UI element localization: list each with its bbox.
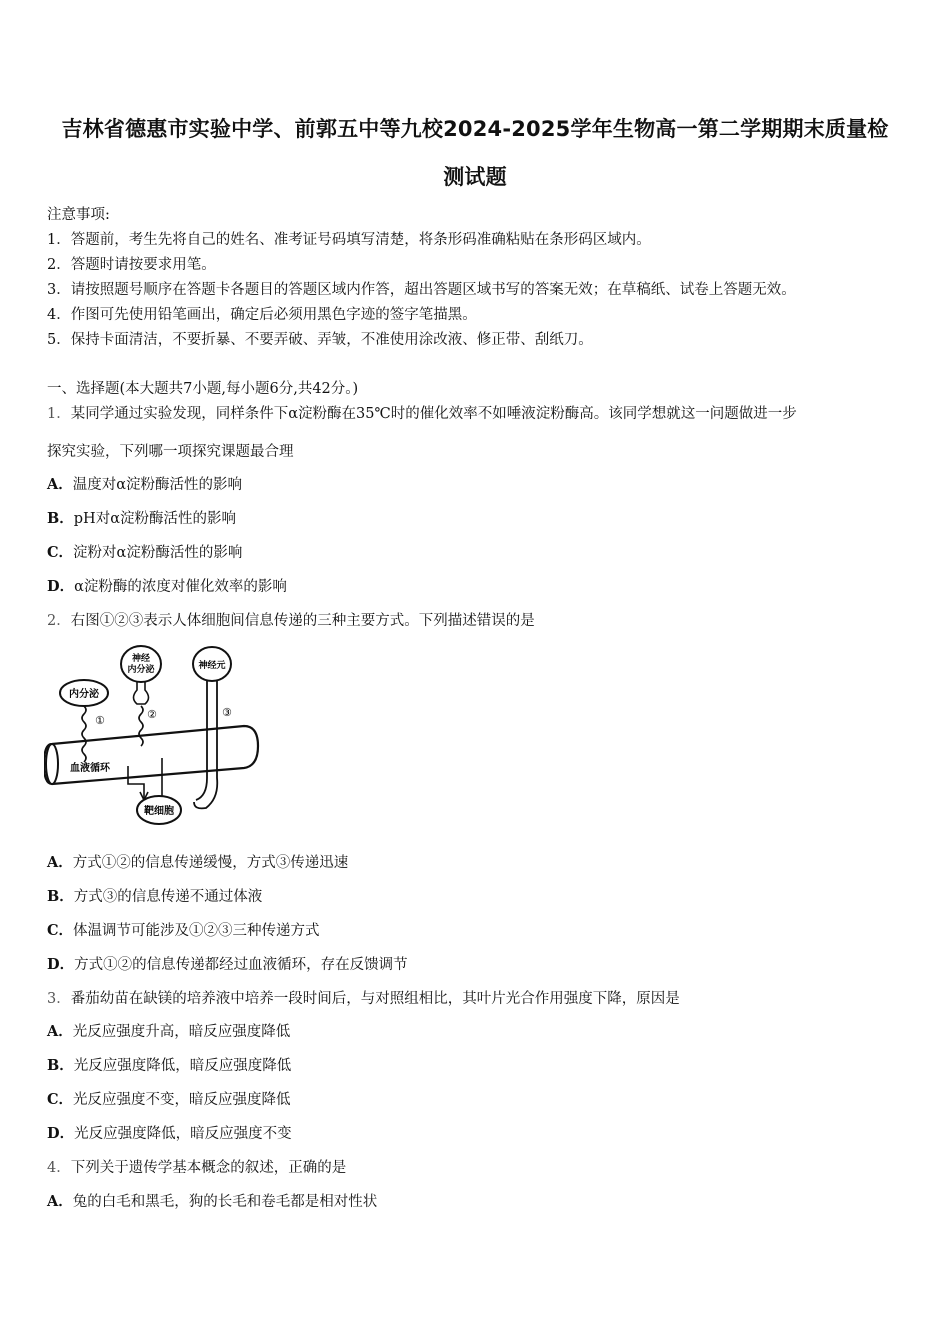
neuroendocrine-cell xyxy=(121,646,161,682)
vessel-end xyxy=(46,744,58,784)
option-letter: A． xyxy=(47,1193,73,1210)
question-3-option-c xyxy=(47,1088,291,1109)
neuroendocrine-axon xyxy=(134,682,149,704)
question-1-stem-cont: 探究实验，下列哪一项探究课题最合理 xyxy=(47,444,294,460)
option-letter: C． xyxy=(47,544,74,561)
note-item: 1．答题前，考生先将自己的姓名、准考证号码填写清楚，将条形码准确粘贴在条形码区域内。 xyxy=(47,232,651,248)
question-number: 1． xyxy=(47,406,71,422)
question-1-option-d xyxy=(47,575,287,596)
neuron-label: 神经元 xyxy=(198,661,226,671)
option-text: 光反应强度降低，暗反应强度不变 xyxy=(74,1126,292,1142)
question-2-stem xyxy=(47,609,535,630)
exam-title-line2: 测试题 xyxy=(443,165,507,189)
note-item: 3．请按照题号顺序在答题卡各题目的答题区域内作答，超出答题区域书写的答案无效；在草稿纸、试卷上答题无效。 xyxy=(47,282,796,298)
option-letter: A． xyxy=(47,476,73,493)
question-number: 4． xyxy=(47,1160,71,1176)
option-letter: D． xyxy=(47,578,75,595)
question-3-option-b xyxy=(47,1054,291,1075)
question-1-option-b xyxy=(47,507,236,528)
question-text: 某同学通过实验发现，同样条件下α淀粉酶在35℃时的催化效率不如唾液淀粉酶高。该同学想就这一问题做进一步 xyxy=(70,406,797,422)
question-text: 番茄幼苗在缺镁的培养液中培养一段时间后，与对照组相比，其叶片光合作用强度下降，原因是 xyxy=(70,991,680,1007)
exam-title-line1: 吉林省德惠市实验中学、前郭五中等九校2024-2025学年生物高一第二学期期末质量检 xyxy=(61,117,889,141)
option-text: 光反应强度降低，暗反应强度降低 xyxy=(73,1058,292,1074)
question-1-option-a xyxy=(47,473,242,494)
option-text: 方式①②的信息传递都经过血液循环，存在反馈调节 xyxy=(74,957,408,973)
question-1-option-c xyxy=(47,541,242,562)
question-3-option-a xyxy=(47,1020,290,1041)
mark-3: ③ xyxy=(222,706,232,719)
option-text: 体温调节可能涉及①②③三种传递方式 xyxy=(73,923,320,939)
blood-circulation-label: 血液循环 xyxy=(70,763,110,774)
endocrine-label: 内分泌 xyxy=(69,689,99,700)
option-text: 方式①②的信息传递缓慢，方式③传递迅速 xyxy=(72,855,349,871)
note-item: 2．答题时请按要求用笔。 xyxy=(47,257,216,273)
question-2-option-c xyxy=(47,919,320,940)
question-4-stem xyxy=(47,1156,346,1177)
question-3-option-d xyxy=(47,1122,292,1143)
question-2-option-b xyxy=(47,885,262,906)
option-text: 淀粉对α淀粉酶活性的影响 xyxy=(73,545,243,561)
option-text: pH对α淀粉酶活性的影响 xyxy=(73,511,236,527)
neuroendocrine-label-2: 内分泌 xyxy=(127,665,155,675)
neuroendocrine-label-1: 神经 xyxy=(131,654,151,664)
option-text: 方式③的信息传递不通过体液 xyxy=(73,889,263,905)
question-4-option-a xyxy=(47,1190,377,1211)
option-text: α淀粉酶的浓度对催化效率的影响 xyxy=(74,579,287,595)
cell-signaling-diagram xyxy=(44,638,266,836)
option-letter: A． xyxy=(47,1023,73,1040)
option-letter: D． xyxy=(47,1125,75,1142)
option-letter: B． xyxy=(47,1057,74,1074)
option-text: 光反应强度不变，暗反应强度降低 xyxy=(73,1092,291,1108)
question-number: 2． xyxy=(47,613,71,629)
question-text: 右图①②③表示人体细胞间信息传递的三种主要方式。下列描述错误的是 xyxy=(70,613,535,629)
question-text: 下列关于遗传学基本概念的叙述，正确的是 xyxy=(70,1160,347,1176)
question-1-stem xyxy=(47,402,797,423)
question-2-option-d xyxy=(47,953,408,974)
option-letter: C． xyxy=(47,1091,74,1108)
option-letter: A． xyxy=(47,854,73,871)
note-item: 4．作图可先使用铅笔画出，确定后必须用黑色字迹的签字笔描黑。 xyxy=(47,307,477,323)
option-letter: B． xyxy=(47,888,74,905)
option-text: 温度对α淀粉酶活性的影响 xyxy=(72,477,243,493)
option-text: 兔的白毛和黑毛，狗的长毛和卷毛都是相对性状 xyxy=(72,1194,378,1210)
mark-1: ① xyxy=(95,714,105,727)
section-heading: 一、选择题(本大题共7小题,每小题6分,共42分。) xyxy=(47,381,359,397)
question-3-stem xyxy=(47,987,680,1008)
target-cell-label: 靶细胞 xyxy=(144,806,174,817)
option-letter: C． xyxy=(47,922,74,939)
blood-vessel xyxy=(44,726,258,784)
option-letter: B． xyxy=(47,510,74,527)
option-letter: D． xyxy=(47,956,75,973)
note-item: 5．保持卡面清洁，不要折暴、不要弄破、弄皱，不准使用涂改液、修正带、刮纸刀。 xyxy=(47,332,593,348)
question-number: 3． xyxy=(47,991,71,1007)
notes-heading: 注意事项: xyxy=(47,207,110,223)
option-text: 光反应强度升高，暗反应强度降低 xyxy=(72,1024,291,1040)
mark-2: ② xyxy=(147,708,157,721)
question-2-option-a xyxy=(47,851,348,872)
